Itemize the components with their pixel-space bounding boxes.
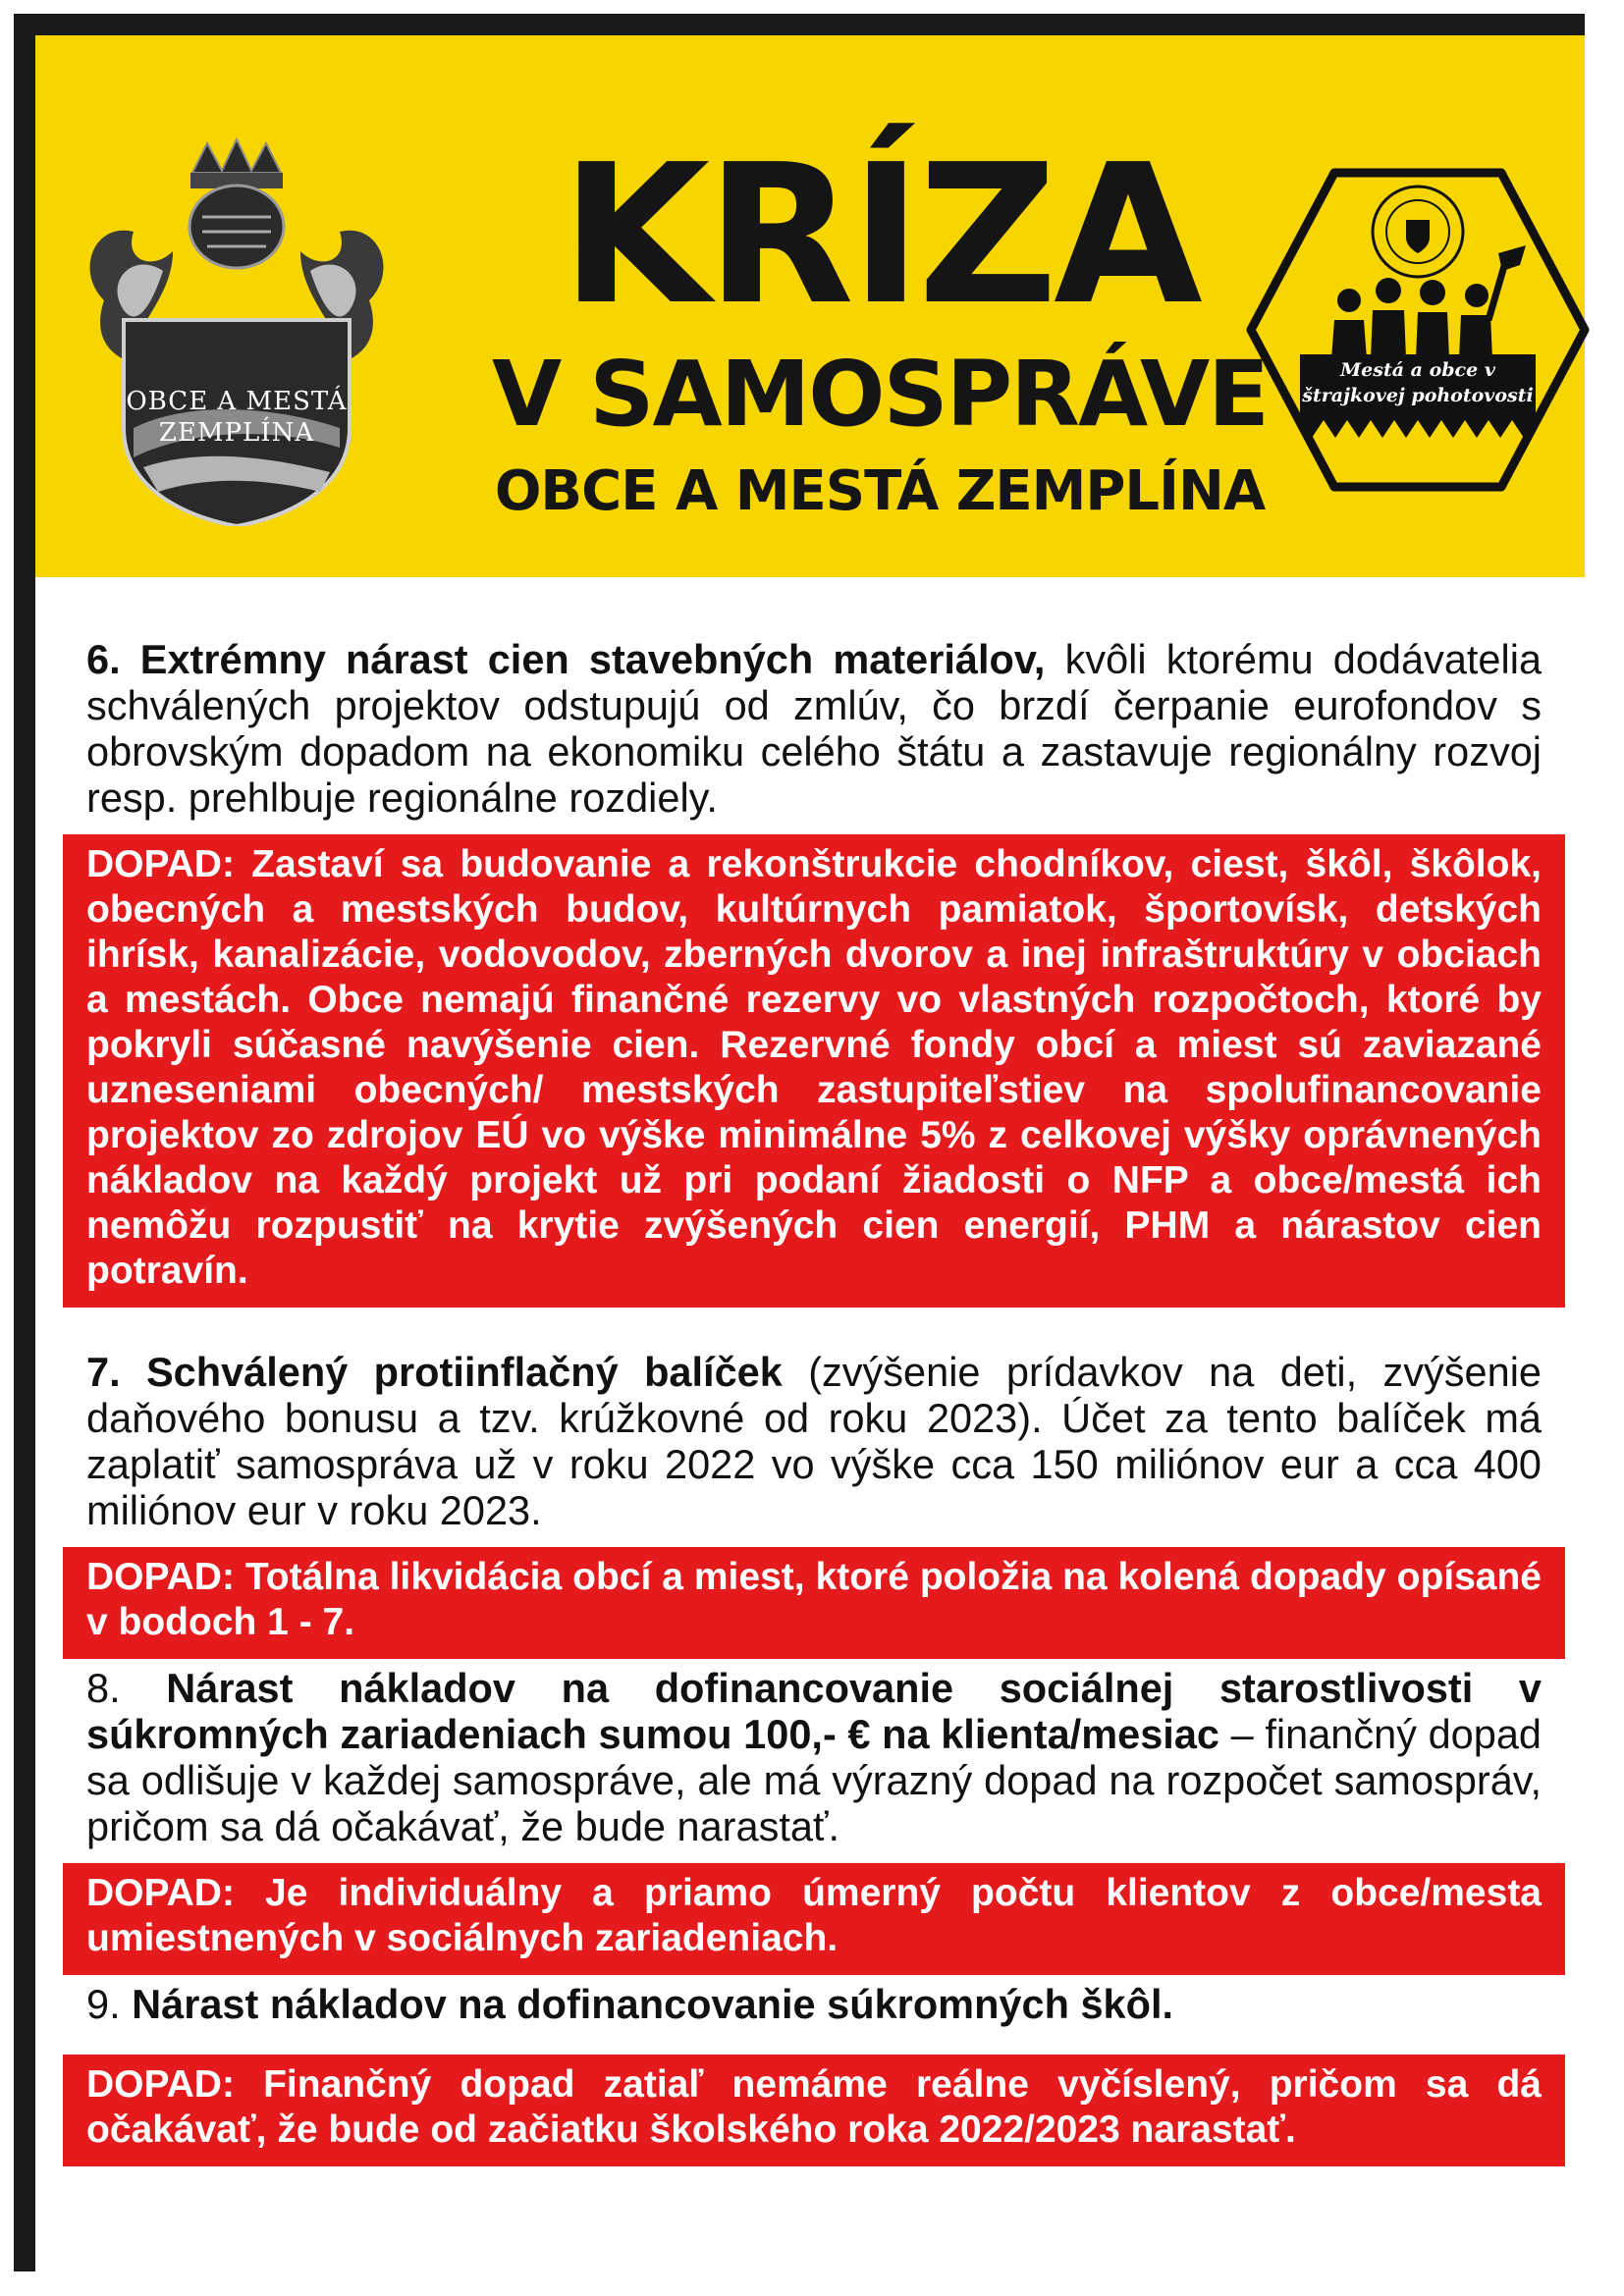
badge-label-line2: štrajkovej pohotovosti [1302, 385, 1534, 406]
item-7-paragraph [86, 1349, 1542, 1533]
page-title: KRÍZA [561, 124, 1199, 347]
item-6-number: 6. [86, 636, 121, 682]
item-8-number: 8. [86, 1665, 121, 1711]
item-7-impact-box: DOPAD: Totálna likvidácia obcí a miest, ktoré položia na kolená dopady opísané v bodoch 1 - 7. [63, 1547, 1565, 1659]
header-banner [35, 35, 1585, 577]
item-6-heading: Extrémny nárast cien stavebných materiálov, [139, 636, 1046, 682]
item-6-text: kvôli ktorému dodávatelia schválených projektov odstupujú od zmlúv, čo brzdí čerpanie eurofondov s obrovským dopadom na ekonomiku celého štátu a zastavuje regionálny rozvoj resp. prehlbuje regionálne rozdiely. [86, 636, 1543, 821]
content-body [63, 628, 1565, 2166]
item-6-impact-box: DOPAD: Zastaví sa budovanie a rekonštrukcie chodníkov, ciest, škôl, škôlok, obecných a mestských budov, kultúrnych pamiatok, športovísk, detských ihrísk, kanalizácie, vodovodov, zberných dvorov a inej infraštruktúry v obciach a mestách. Obce nemajú finančné rezervy vo vlastných rozpočtoch, ktoré by pokryli súčasné navýšenie cien. Rezervné fondy obcí a miest sú zaviazané uzneseniami obecných/ mestských zastupiteľstiev na spolufinancovanie projektov zo zdrojov EÚ vo výške minimálne 5% z celkovej výšky oprávnených nákladov na každý projekt už pri podaní žiadosti o NFP a obce/mestá ich nemôžu rozpustiť na krytie zvýšených cien energií, PHM a nárastov cien potravín. [63, 834, 1565, 1308]
strike-badge [1241, 163, 1595, 497]
crest-icon [65, 133, 408, 526]
item-8-impact-box: DOPAD: Je individuálny a priamo úmerný počtu klientov z obce/mesta umiestnených v sociálnych zariadeniach. [63, 1863, 1565, 1975]
frame-top-border [14, 14, 1585, 35]
item-8-paragraph [86, 1665, 1542, 1849]
frame-left-border [14, 14, 35, 2271]
title-block [389, 124, 1371, 526]
item-9-number: 9. [86, 1981, 121, 2027]
item-9-paragraph [86, 1981, 1542, 2027]
item-8-text: – finančný dopad sa odlišuje v každej samospráve, ale má výrazný dopad na rozpočet samospráv, pričom sa dá očakávať, že bude narastať. [86, 1711, 1542, 1849]
strike-badge-icon [1241, 163, 1595, 497]
item-7-text: (zvýšenie prídavkov na deti, zvýšenie daňového bonusu a tzv. krúžkovné od roku 2023). Účet za tento balíček má zaplatiť samospráva už v roku 2022 vo výške cca 150 miliónov eur a cca 400 miliónov eur v roku 2023. [86, 1349, 1543, 1533]
crest-text-line2: ZEMPLÍNA [158, 418, 315, 448]
item-9-impact-box: DOPAD: Finančný dopad zatiaľ nemáme reálne vyčíslený, pričom sa dá očakávať, že bude od začiatku školského roka 2022/2023 narastať. [63, 2055, 1565, 2166]
badge-label [1300, 357, 1536, 408]
crest-text-line1: OBCE A MESTÁ [126, 387, 348, 416]
badge-label-line1: Mestá a obce v [1340, 359, 1495, 381]
item-7-heading: 7. Schválený protiinflačný balíček [86, 1349, 783, 1395]
page-subtitle: V SAMOSPRÁVE [492, 342, 1268, 447]
zemplin-crest-logo [65, 133, 408, 526]
item-8-heading: Nárast nákladov na dofinancovanie sociálnej starostlivosti v súkromných zariadeniach sumou 100,- € na klienta/mesiac [86, 1665, 1542, 1757]
item-6-paragraph [86, 636, 1542, 821]
item-9-heading: Nárast nákladov na dofinancovanie súkromných škôl. [132, 1981, 1174, 2027]
page-subtitle-region: OBCE A MESTÁ ZEMPLÍNA [494, 459, 1266, 523]
